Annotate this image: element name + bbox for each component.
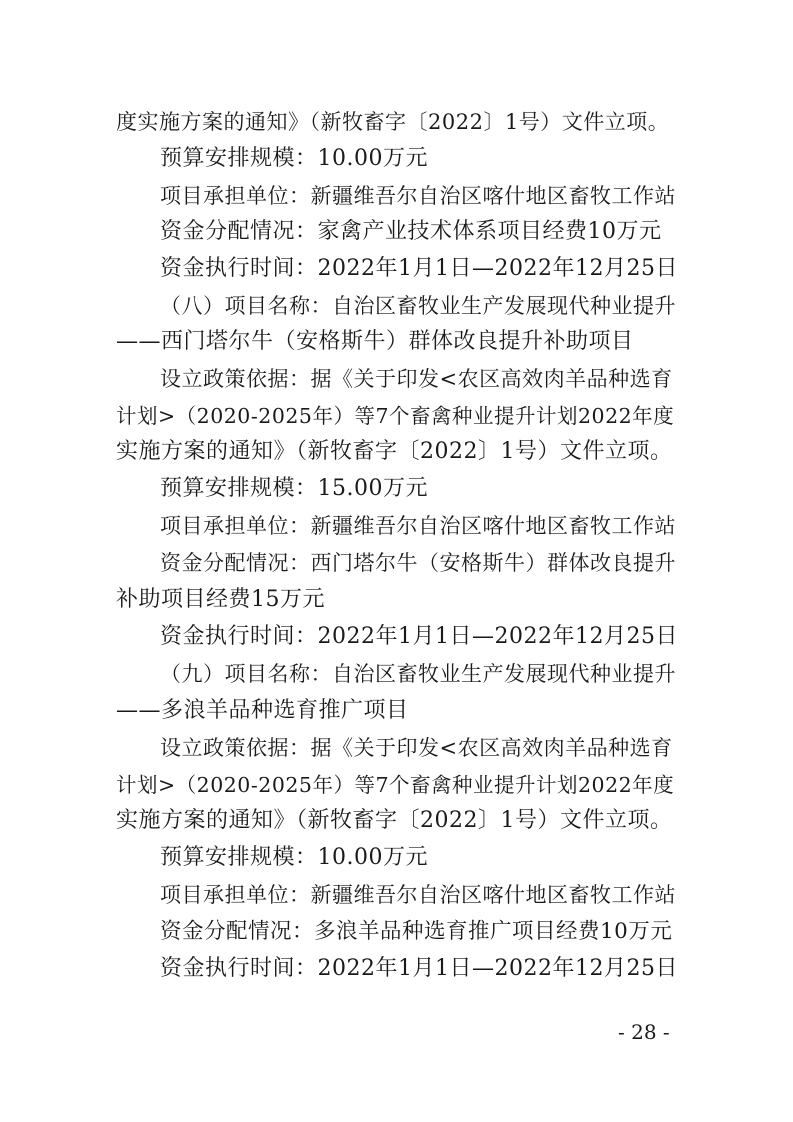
text-line: 设立政策依据：据《关于印发<农区高效肉羊品种选育 (160, 367, 673, 391)
text-line: 预算安排规模：15.00万元 (160, 476, 428, 501)
text-line: 项目承担单位：新疆维吾尔自治区喀什地区畜牧工作站 (160, 514, 676, 538)
text-line: 实施方案的通知》（新牧畜字〔2022〕1号）文件立项。 (116, 439, 673, 464)
section-heading: ——西门塔尔牛（安格斯牛）群体改良提升补助项目 (116, 329, 634, 354)
text-line: 预算安排规模：10.00万元 (160, 845, 428, 870)
text-line: 预算安排规模：10.00万元 (160, 146, 428, 171)
section-heading: ——多浪羊品种选育推广项目 (116, 698, 409, 723)
text-line: 计划>（2020-2025年）等7个畜禽种业提升计划2022年度 (116, 404, 675, 428)
text-line: 资金执行时间：2022年1月1日—2022年12月25日 (160, 256, 678, 281)
text-line: 资金分配情况：西门塔尔牛（安格斯牛）群体改良提升 (160, 551, 676, 575)
page-number: - 28 - (618, 1020, 670, 1044)
text-line: 度实施方案的通知》（新牧畜字〔2022〕1号）文件立项。 (116, 110, 670, 134)
text-line: 实施方案的通知》（新牧畜字〔2022〕1号）文件立项。 (116, 808, 673, 833)
text-line: 资金分配情况：多浪羊品种选育推广项目经费10万元 (160, 919, 673, 944)
text-line: 设立政策依据：据《关于印发<农区高效肉羊品种选育 (160, 736, 673, 760)
text-line: 资金执行时间：2022年1月1日—2022年12月25日 (160, 624, 678, 649)
section-heading: （九）项目名称：自治区畜牧业生产发展现代种业提升 (160, 662, 676, 686)
text-line: 补助项目经费15万元 (116, 587, 325, 612)
text-line: 项目承担单位：新疆维吾尔自治区喀什地区畜牧工作站 (160, 184, 676, 208)
text-line: 项目承担单位：新疆维吾尔自治区喀什地区畜牧工作站 (160, 883, 676, 907)
text-line: 资金分配情况：家禽产业技术体系项目经费10万元 (160, 219, 662, 244)
text-line: 资金执行时间：2022年1月1日—2022年12月25日 (160, 956, 678, 981)
section-heading: （八）项目名称：自治区畜牧业生产发展现代种业提升 (160, 294, 676, 318)
text-line: 计划>（2020-2025年）等7个畜禽种业提升计划2022年度 (116, 773, 675, 797)
